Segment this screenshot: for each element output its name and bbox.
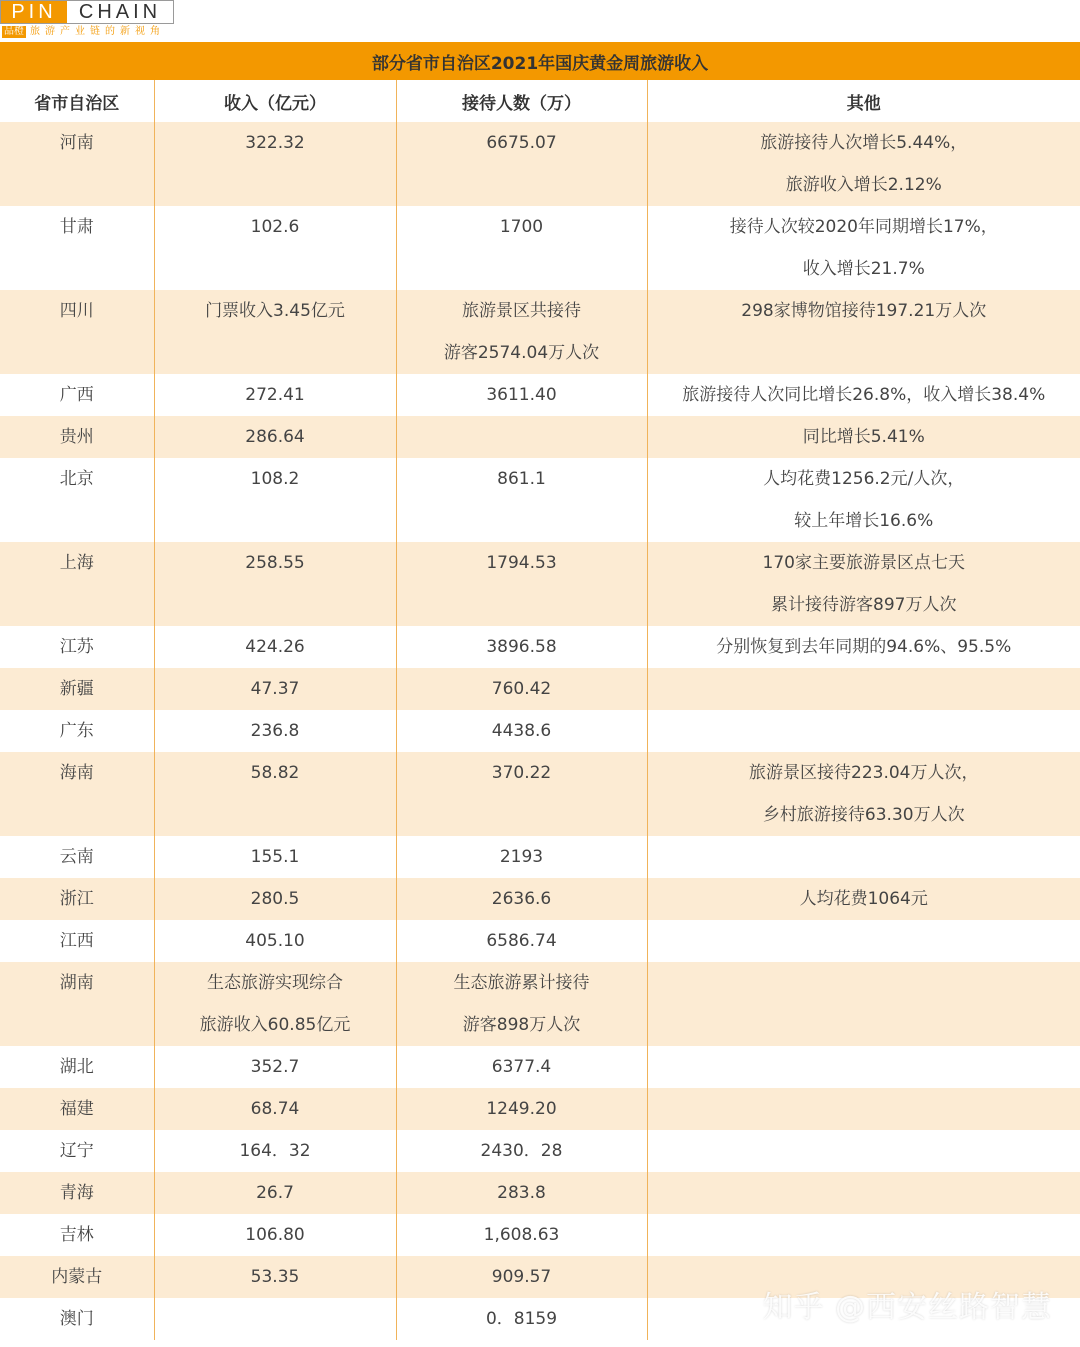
brand-subline: [2, 25, 165, 39]
other-cell-line: 298家博物馆接待197.21万人次: [741, 301, 987, 321]
region-cell: 福建: [0, 1088, 154, 1130]
visitors-cell: [396, 752, 647, 836]
income-cell: [154, 290, 396, 374]
visitors-cell: [396, 668, 647, 710]
visitors-cell: [396, 836, 647, 878]
other-cell: [647, 962, 1080, 1046]
region-cell: 湖南: [0, 962, 154, 1046]
income-cell: [154, 878, 396, 920]
other-cell: [647, 1088, 1080, 1130]
income-cell-line: 286.64: [245, 427, 305, 447]
visitors-cell-line: 游客898万人次: [462, 1015, 581, 1035]
income-cell: [154, 1046, 396, 1088]
visitors-cell: [396, 374, 647, 416]
table-row: [0, 710, 1080, 752]
income-cell-line: 门票收入3.45亿元: [205, 301, 345, 321]
visitors-cell-line: 283.8: [497, 1183, 546, 1203]
visitors-cell: [396, 206, 647, 290]
visitors-cell: [396, 1256, 647, 1298]
income-cell-line: 236.8: [250, 721, 300, 741]
column-header-visitors: 接待人数（万）: [396, 80, 647, 122]
income-cell: [154, 626, 396, 668]
region-cell: 湖北: [0, 1046, 154, 1088]
brand-tagline: 旅游产业链的新视角: [30, 26, 165, 37]
visitors-cell-line: 0．8159: [485, 1309, 558, 1329]
other-cell: [647, 458, 1080, 542]
table-row: [0, 626, 1080, 668]
visitors-cell-line: 1794.53: [486, 553, 557, 573]
income-cell-line: 58.82: [250, 763, 300, 783]
other-cell: [647, 668, 1080, 710]
visitors-cell: [396, 920, 647, 962]
visitors-cell-line: 4438.6: [491, 721, 552, 741]
income-cell-line: 生态旅游实现综合: [207, 973, 343, 993]
other-cell: [647, 920, 1080, 962]
region-cell: 江苏: [0, 626, 154, 668]
other-cell-line: 170家主要旅游景区点七天: [762, 553, 965, 573]
other-cell: [647, 1046, 1080, 1088]
table-row: [0, 920, 1080, 962]
other-cell: [647, 626, 1080, 668]
income-cell: [154, 1256, 396, 1298]
table-row: [0, 752, 1080, 836]
table-row: [0, 542, 1080, 626]
income-cell-line: 164．32: [239, 1141, 311, 1161]
other-cell: [647, 542, 1080, 626]
other-cell: [647, 290, 1080, 374]
region-cell: 广东: [0, 710, 154, 752]
visitors-cell-line: 1,608.63: [483, 1225, 560, 1245]
region-cell: 河南: [0, 122, 154, 206]
visitors-cell: [396, 1172, 647, 1214]
table-row: [0, 1172, 1080, 1214]
table-header-row: [0, 80, 1080, 122]
visitors-cell-line: 370.22: [491, 763, 552, 783]
visitors-cell-line: 861.1: [497, 469, 546, 489]
visitors-cell: [396, 878, 647, 920]
income-cell: [154, 416, 396, 458]
income-cell-line: 405.10: [245, 931, 305, 951]
visitors-cell-line: 2636.6: [491, 889, 552, 909]
income-cell: [154, 1298, 396, 1340]
income-cell-line: 68.74: [250, 1099, 300, 1119]
table-row: [0, 668, 1080, 710]
visitors-cell: [396, 542, 647, 626]
table-row: [0, 290, 1080, 374]
other-cell-line: 累计接待游客897万人次: [771, 595, 957, 615]
table-row: [0, 1046, 1080, 1088]
other-cell-line: 人均花费1064元: [799, 889, 928, 909]
visitors-cell: [396, 458, 647, 542]
other-cell: [647, 710, 1080, 752]
other-cell: [647, 878, 1080, 920]
other-cell-line: 收入增长21.7%: [802, 259, 925, 279]
other-cell-line: 人均花费1256.2元/人次，: [763, 469, 965, 489]
income-cell: [154, 1214, 396, 1256]
other-cell: [647, 1130, 1080, 1172]
income-cell-line: 108.2: [250, 469, 300, 489]
income-cell-line: 47.37: [250, 679, 300, 699]
income-cell-line: 272.41: [245, 385, 305, 405]
visitors-cell-line: 2193: [499, 847, 544, 867]
table-row: [0, 962, 1080, 1046]
income-cell-line: 106.80: [245, 1225, 305, 1245]
visitors-cell-line: 1700: [499, 217, 544, 237]
visitors-cell: [396, 1298, 647, 1340]
other-cell: [647, 1214, 1080, 1256]
visitors-cell-line: 3611.40: [486, 385, 557, 405]
income-cell: [154, 1130, 396, 1172]
visitors-cell: [396, 962, 647, 1046]
visitors-cell-line: 6377.4: [491, 1057, 552, 1077]
other-cell-line: 分别恢复到去年同期的94.6%、95.5%: [716, 637, 1012, 657]
region-cell: 广西: [0, 374, 154, 416]
visitors-cell: [396, 1214, 647, 1256]
other-cell-line: 旅游接待人次增长5.44%，: [760, 133, 968, 153]
income-cell: [154, 962, 396, 1046]
income-cell: [154, 710, 396, 752]
region-cell: 甘肃: [0, 206, 154, 290]
income-cell-line: 280.5: [250, 889, 300, 909]
watermark-text: 知乎 @西安丝路智慧: [762, 1290, 1052, 1325]
visitors-cell-line: 游客2574.04万人次: [443, 343, 600, 363]
table-row: [0, 416, 1080, 458]
visitors-cell-line: 1249.20: [486, 1099, 557, 1119]
visitors-cell-line: 760.42: [491, 679, 552, 699]
region-cell: 贵州: [0, 416, 154, 458]
income-cell: [154, 1088, 396, 1130]
visitors-cell-line: 3896.58: [486, 637, 557, 657]
income-cell: [154, 752, 396, 836]
visitors-cell: [396, 1130, 647, 1172]
income-cell: [154, 668, 396, 710]
region-cell: 新疆: [0, 668, 154, 710]
table-row: [0, 374, 1080, 416]
column-header-income: 收入（亿元）: [154, 80, 396, 122]
brand-header: [0, 0, 1080, 42]
table-row: [0, 1130, 1080, 1172]
visitors-cell-line: 6586.74: [486, 931, 557, 951]
income-cell-line: 258.55: [245, 553, 305, 573]
income-cell-line: 26.7: [256, 1183, 294, 1203]
income-cell: [154, 206, 396, 290]
region-cell: 北京: [0, 458, 154, 542]
region-cell: 澳门: [0, 1298, 154, 1340]
column-header-other: 其他: [647, 80, 1080, 122]
other-cell: [647, 752, 1080, 836]
table-body: [0, 122, 1080, 1340]
table-row: [0, 458, 1080, 542]
other-cell: [647, 1172, 1080, 1214]
region-cell: 上海: [0, 542, 154, 626]
tourism-income-table: [0, 80, 1080, 1340]
visitors-cell: [396, 416, 647, 458]
other-cell-line: 乡村旅游接待63.30万人次: [762, 805, 965, 825]
region-cell: 四川: [0, 290, 154, 374]
other-cell: [647, 206, 1080, 290]
visitors-cell: [396, 290, 647, 374]
visitors-cell-line: 生态旅游累计接待: [453, 973, 590, 993]
income-cell: [154, 1172, 396, 1214]
region-cell: 辽宁: [0, 1130, 154, 1172]
visitors-cell: [396, 710, 647, 752]
brand-cn-name: 品橙: [4, 26, 24, 37]
table-row: [0, 1088, 1080, 1130]
income-cell-line: 旅游收入60.85亿元: [199, 1015, 351, 1035]
table-row: [0, 206, 1080, 290]
table-row: [0, 878, 1080, 920]
visitors-cell-line: 6675.07: [486, 133, 557, 153]
income-cell: [154, 542, 396, 626]
income-cell-line: 102.6: [250, 217, 300, 237]
visitors-cell: [396, 122, 647, 206]
region-cell: 江西: [0, 920, 154, 962]
visitors-cell: [396, 1088, 647, 1130]
other-cell-line: 接待人次较2020年同期增长17%，: [729, 217, 998, 237]
income-cell-line: 322.32: [245, 133, 305, 153]
other-cell: [647, 836, 1080, 878]
region-cell: 浙江: [0, 878, 154, 920]
income-cell: [154, 458, 396, 542]
other-cell-line: 旅游接待人次同比增长26.8%，收入增长38.4%: [682, 385, 1046, 405]
visitors-cell: [396, 1046, 647, 1088]
income-cell-line: 352.7: [250, 1057, 300, 1077]
other-cell-line: 旅游景区接待223.04万人次，: [749, 763, 979, 783]
table-row: [0, 122, 1080, 206]
region-cell: 海南: [0, 752, 154, 836]
region-cell: 云南: [0, 836, 154, 878]
income-cell-line: 53.35: [250, 1267, 300, 1287]
income-cell-line: 155.1: [250, 847, 300, 867]
income-cell: [154, 374, 396, 416]
table-title: 部分省市自治区2021年国庆黄金周旅游收入: [0, 42, 1080, 80]
region-cell: 吉林: [0, 1214, 154, 1256]
column-header-region: 省市自治区: [0, 80, 154, 122]
income-cell: [154, 122, 396, 206]
table-row: [0, 836, 1080, 878]
region-cell: 内蒙古: [0, 1256, 154, 1298]
other-cell: [647, 122, 1080, 206]
brand-logo-right: CHAIN: [78, 1, 162, 23]
other-cell: [647, 416, 1080, 458]
other-cell-line: 同比增长5.41%: [802, 427, 925, 447]
brand-logo-left: PIN: [1, 1, 67, 23]
visitors-cell: [396, 626, 647, 668]
visitors-cell-line: 2430．28: [480, 1141, 563, 1161]
income-cell: [154, 836, 396, 878]
income-cell: [154, 920, 396, 962]
income-cell-line: 424.26: [245, 637, 305, 657]
table-row: [0, 1214, 1080, 1256]
visitors-cell-line: 旅游景区共接待: [462, 301, 581, 321]
other-cell-line: 较上年增长16.6%: [794, 511, 934, 531]
other-cell: [647, 374, 1080, 416]
brand-logo: [0, 0, 174, 24]
other-cell-line: 旅游收入增长2.12%: [785, 175, 942, 195]
region-cell: 青海: [0, 1172, 154, 1214]
visitors-cell-line: 909.57: [491, 1267, 552, 1287]
